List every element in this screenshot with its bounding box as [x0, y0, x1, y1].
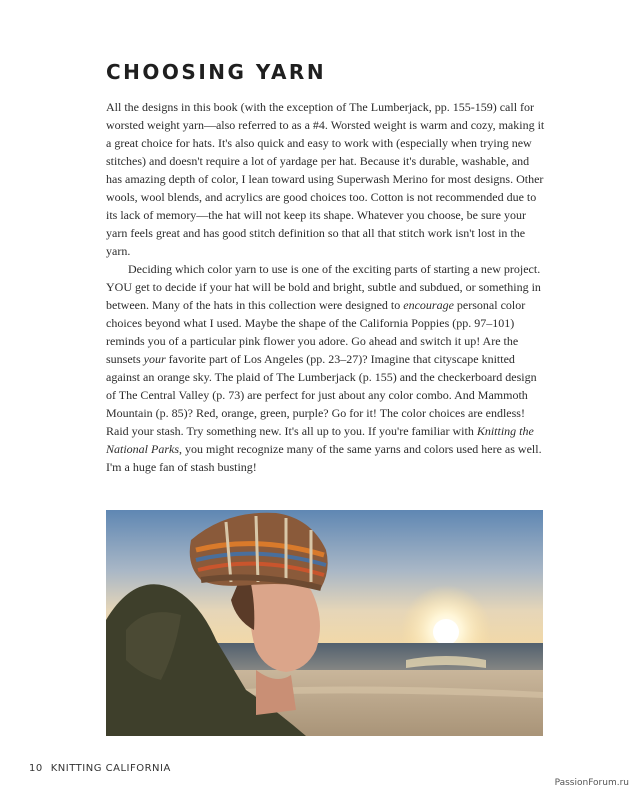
beach-sunset-photo	[106, 510, 543, 736]
photo-illustration	[106, 510, 543, 736]
paragraph-2-emphasis-your: your	[143, 352, 166, 366]
page-footer	[29, 763, 171, 774]
page-title: CHOOSING YARN	[106, 60, 327, 84]
paragraph-2	[106, 260, 546, 476]
paragraph-2-part-a: Deciding which color yarn to use is one of the exciting parts of starting a new project. YOU get to decide if your hat will be bold and bright, subtle and subdued, or something in between. Many of the hats in this collection were designed to	[106, 262, 541, 312]
paragraph-2-part-c: favorite part of Los Angeles (pp. 23–27)? Imagine that cityscape knitted against an orange sky. The plaid of The Lumberjack (p. 155) and the checkerboard design of The Central Valley (p. 73) are perfect for just about any color combo. And Mammoth Mountain (p. 85)? Red, orange, green, purple? Go for it! The color choices are endless! Raid your stash. Try something new. It's all up to you. If you're familiar with	[106, 352, 537, 438]
running-title: KNITTING CALIFORNIA	[50, 763, 171, 774]
paragraph-2-emphasis-encourage: encourage	[403, 298, 454, 312]
paragraph-1: All the designs in this book (with the exception of The Lumberjack, pp. 155-159) call for worsted weight yarn—also referred to as a #4. Worsted weight is warm and cozy, making it a great choice for hats. It's also quick and easy to work with (especially when trying new stitches) and doesn't require a lot of yardage per hat. Because it's durable, washable, and has amazing depth of color, I lean toward using Superwash Merino for most designs. Other wools, wool blends, and acrylics are good choices too. Cotton is not recommended due to its lack of memory—the hat will not keep its shape. Whatever you choose, be sure your yarn feels great and has good stitch definition so that all that stitch work isn't lost in the yarn.	[106, 100, 545, 258]
paragraph-2-part-d: , you might recognize many of the same yarns and colors used here as well. I'm a huge fan of stash busting!	[106, 442, 542, 474]
watermark: PassionForum.ru	[554, 778, 629, 788]
page-number: 10	[29, 763, 43, 774]
book-title-reference: Knitting the National Parks	[106, 424, 534, 456]
body-text	[106, 98, 546, 476]
paragraph-2-part-b: personal color choices beyond what I used. Maybe the shape of the California Poppies (pp. 97–101) reminds you of a particular pink flower you adore. Go ahead and switch it up! Are the sunsets	[106, 298, 526, 366]
